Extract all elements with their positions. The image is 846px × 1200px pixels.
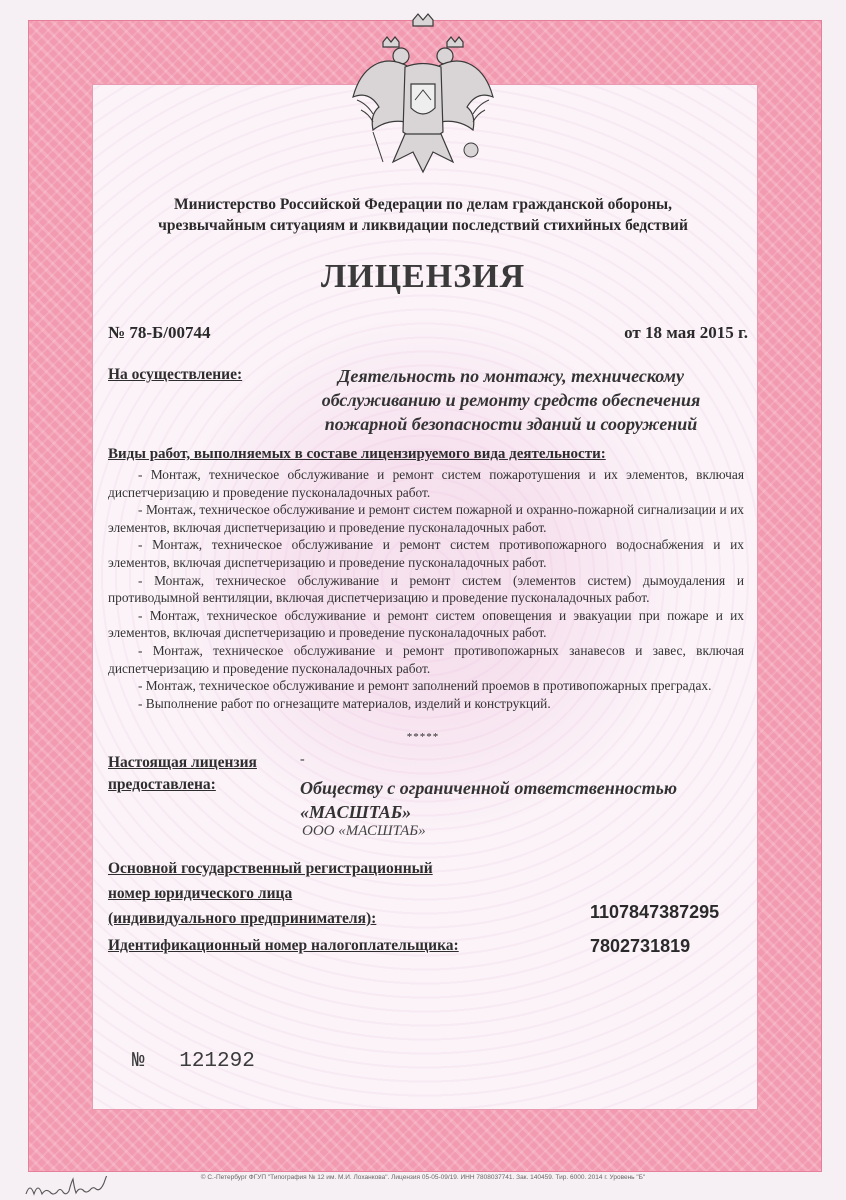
inn-value: 7802731819 (590, 936, 691, 956)
handwritten-signature-icon (22, 1176, 132, 1200)
work-item: - Монтаж, техническое обслуживание и ремонт систем (элементов систем) дымоудаления и противодымной вентиляции, включая диспетчеризацию и проведение пусконаладочных работ. (108, 572, 744, 606)
ogrn-label-line-1: Основной государственный регистрационный (108, 860, 433, 877)
ogrn-label-line-3: (индивидуального предпринимателя): (108, 910, 377, 927)
licensed-activity (296, 364, 726, 436)
grantee-label-line-1: Настоящая лицензия (108, 754, 257, 771)
printer-imprint: © С.-Петербург ФГУП "Типография № 12 им. М.И. Лоханкова". Лицензия 05-05-09/19. ИНН 7808037741. Зак. 140459. Тир. 6000. 2014 г. Уровень "Б" (200, 1174, 646, 1181)
work-item: - Монтаж, техническое обслуживание и ремонт противопожарных занавесов и завес, включая диспетчеризацию и проведение пусконаладочных работ. (108, 642, 744, 676)
issuing-authority (100, 194, 746, 236)
license-date: от 18 мая 2015 г. (624, 323, 748, 342)
double-headed-eagle-icon (343, 12, 503, 182)
organization-short-name: ООО «МАСШТАБ» (302, 823, 426, 839)
ogrn-label-line-2: номер юридического лица (108, 885, 293, 902)
grantee-label (108, 752, 257, 796)
activity-line-3: пожарной безопасности зданий и сооружений (324, 414, 698, 434)
authority-line-2: чрезвычайным ситуациям и ликвидации последствий стихийных бедствий (158, 217, 688, 234)
activity-line-2: обслуживанию и ремонту средств обеспечения (321, 390, 701, 410)
organization-full-name (300, 776, 740, 824)
serial-number: 121292 (179, 1050, 255, 1073)
works-heading: Виды работ, выполняемых в составе лицензируемого вида деятельности: (108, 446, 606, 462)
grantee-dash: - (300, 752, 305, 767)
authority-line-1: Министерство Российской Федерации по делам гражданской обороны, (174, 196, 672, 213)
activity-label: На осуществление: (108, 366, 243, 383)
license-number: № 78-Б/00744 (108, 323, 211, 342)
inn-label: Идентификационный номер налогоплательщика: (108, 937, 459, 954)
work-item: - Монтаж, техническое обслуживание и ремонт систем оповещения и эвакуации при пожаре и их элементов, включая диспетчеризацию и проведение пусконаладочных работ. (108, 607, 744, 641)
ogrn-value: 1107847387295 (590, 902, 720, 922)
org-name-line-2: «МАСШТАБ» (300, 802, 412, 822)
work-item: - Монтаж, техническое обслуживание и ремонт систем пожарной и охранно-пожарной сигнализации и их элементов, включая диспетчеризацию и проведение пусконаладочных работ. (108, 502, 744, 535)
form-serial-number (132, 1050, 255, 1073)
works-list (108, 466, 744, 712)
work-item: - Монтаж, техническое обслуживание и ремонт систем противопожарного водоснабжения и их элементов, включая диспетчеризацию и проведение пусконаладочных работ. (108, 537, 744, 570)
work-item: - Монтаж, техническое обслуживание и ремонт заполнений проемов в противопожарных преградах. (138, 678, 712, 694)
grantee-label-line-2: предоставлена: (108, 776, 216, 793)
work-item: - Выполнение работ по огнезащите материалов, изделий и конструкций. (138, 695, 551, 711)
document-title: ЛИЦЕНЗИЯ (320, 258, 526, 295)
work-item: - Монтаж, техническое обслуживание и ремонт систем пожаротушения и их элементов, включая диспетчеризацию и проведение пусконаладочных работ. (108, 467, 744, 500)
activity-line-1: Деятельность по монтажу, техническому (338, 366, 684, 386)
org-name-line-1: Обществу с ограниченной ответственностью (300, 778, 678, 798)
serial-mark: № (132, 1050, 145, 1073)
section-separator: ***** (406, 731, 440, 743)
ogrn-label (108, 856, 433, 931)
